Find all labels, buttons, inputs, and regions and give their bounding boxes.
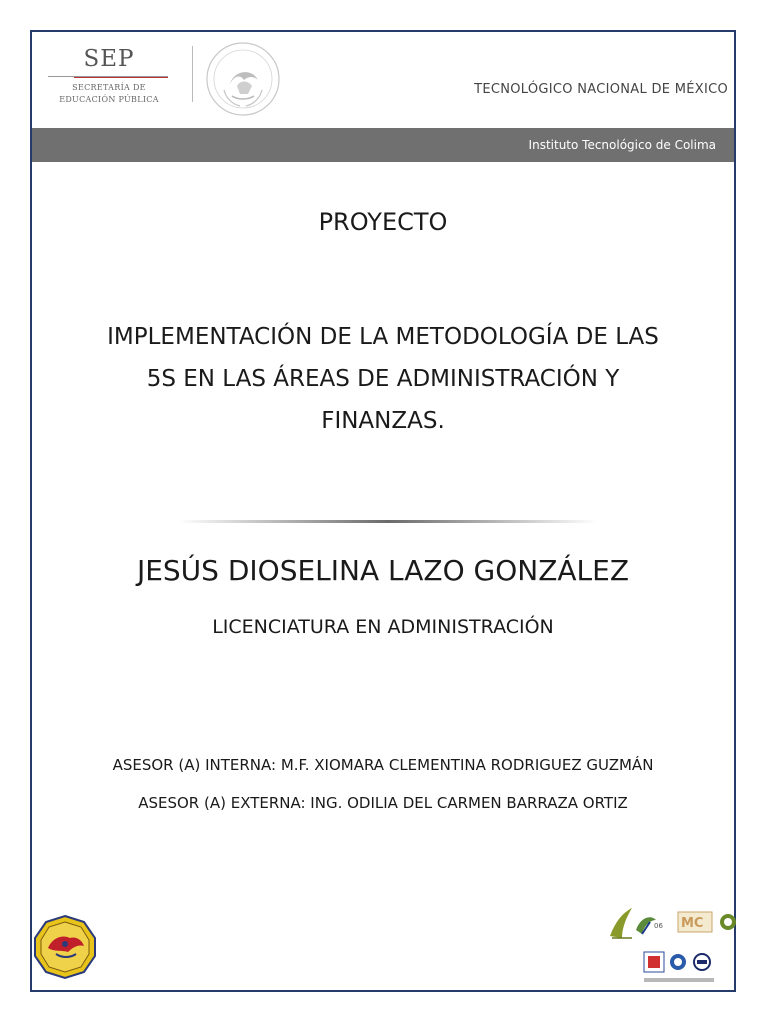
advisor-external: ASESOR (A) EXTERNA: ING. ODILIA DEL CARMEN BARRAZA ORTIZ	[138, 794, 628, 812]
header-divider	[192, 46, 193, 102]
itc-colima-shield-icon	[32, 914, 98, 980]
sep-subtitle-line1: SECRETARÍA DE	[72, 83, 146, 92]
sep-rule-accent	[74, 77, 168, 78]
project-title-line: FINANZAS.	[321, 408, 445, 434]
mexican-coat-of-arms-icon	[204, 40, 282, 118]
section-divider	[178, 520, 598, 523]
advisor-internal: ASESOR (A) INTERNA: M.F. XIOMARA CLEMENTINA RODRIGUEZ GUZMÁN	[112, 756, 654, 774]
svg-text:06: 06	[654, 922, 663, 930]
project-title-line: 5S EN LAS ÁREAS DE ADMINISTRACIÓN Y	[146, 366, 620, 392]
page-frame	[30, 30, 736, 992]
sep-title: SEP	[83, 46, 135, 72]
document-type: PROYECTO	[318, 208, 448, 236]
institute-band	[32, 128, 734, 162]
tecnm-title: TECNOLÓGICO NACIONAL DE MÉXICO	[474, 82, 728, 97]
degree-program: LICENCIATURA EN ADMINISTRACIÓN	[212, 616, 554, 638]
institute-name: Instituto Tecnológico de Colima	[528, 138, 716, 152]
sep-subtitle-line2: EDUCACIÓN PÚBLICA	[59, 95, 159, 104]
project-title	[32, 316, 734, 442]
author-name: JESÚS DIOSELINA LAZO GONZÁLEZ	[136, 554, 630, 587]
sep-logo	[44, 46, 174, 116]
project-title-line: IMPLEMENTACIÓN DE LA METODOLOGÍA DE LAS	[107, 324, 659, 350]
certification-logos-icon	[606, 900, 736, 990]
svg-text:MC: MC	[681, 916, 704, 931]
